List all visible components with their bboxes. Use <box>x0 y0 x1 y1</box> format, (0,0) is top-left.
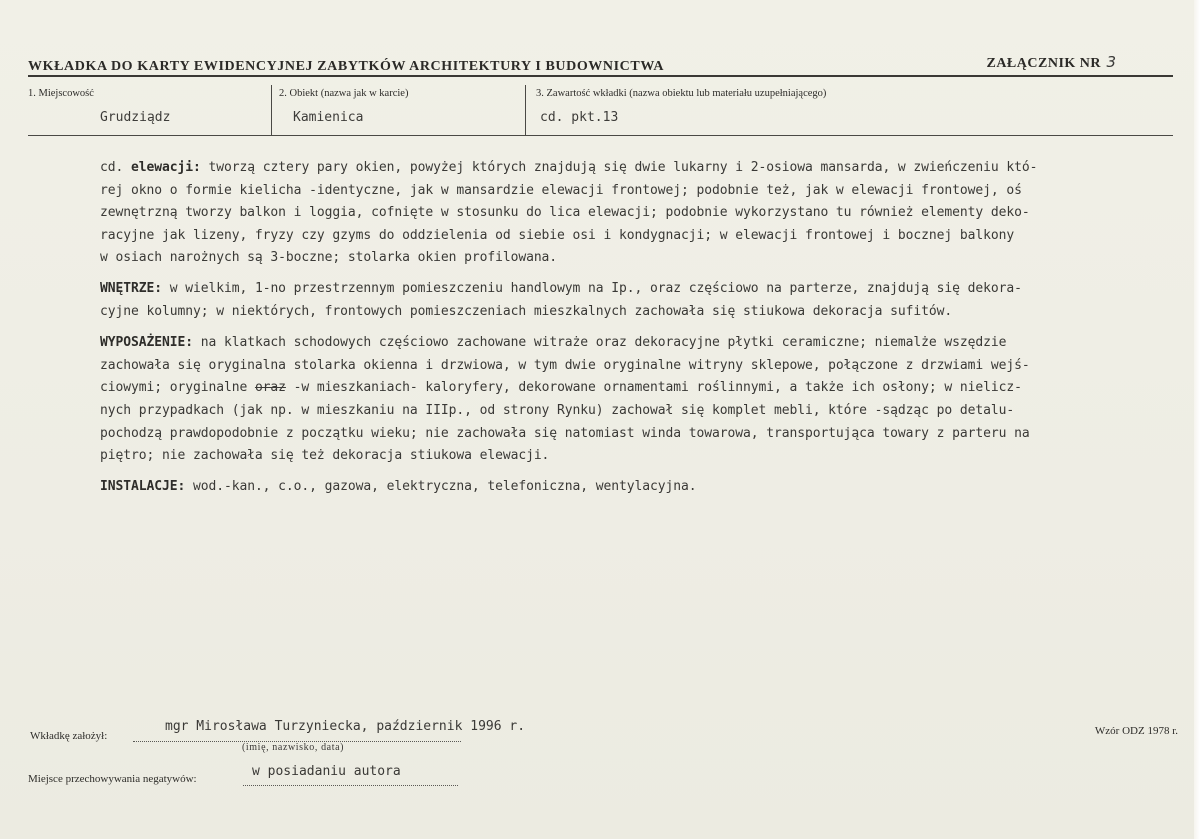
storage-label: Miejsce przechowywania negatywów: <box>28 773 197 785</box>
form-title: WKŁADKA DO KARTY EWIDENCYJNEJ ZABYTKÓW ARCHITEKTURY I BUDOWNICTWA <box>28 59 665 74</box>
paragraph-interior: WNĘTRZE: w wielkim, 1-no przestrzennym pomieszczeniu handlowym na Ip., oraz częściowo na parterze, znajdują się dekora- cyjne kolumny; w niektórych, frontowych pomieszczeniach mieszkalnych zachowała się stiukowa dekoracja sufitów. <box>100 281 1022 320</box>
heading-installations: INSTALACJE: <box>100 479 186 495</box>
heading-furnishing: WYPOSAŻENIE: <box>100 335 193 351</box>
column-divider-1 <box>271 85 272 135</box>
column-divider-2 <box>525 85 526 135</box>
storage-dotted-line <box>243 785 458 786</box>
paragraph-installations: INSTALACJE: wod.-kan., c.o., gazowa, elektryczna, telefoniczna, wentylacyjna. <box>100 479 697 495</box>
author-value: mgr Mirosława Turzyniecka, październik 1996 r. <box>165 719 526 734</box>
form-code: Wzór ODZ 1978 r. <box>1094 725 1178 737</box>
object-value: Kamienica <box>293 110 364 125</box>
struck-word: oraz <box>254 380 286 396</box>
annex-label: ZAŁĄCZNIK NR <box>986 56 1101 71</box>
object-label: 2. Obiekt (nazwa jak w karcie) <box>279 88 409 99</box>
place-value: Grudziądz <box>100 110 171 125</box>
author-caption: (imię, nazwisko, data) <box>242 742 345 753</box>
heading-elevation: elewacji: <box>131 160 201 175</box>
content-value: cd. pkt.13 <box>540 110 619 125</box>
header-rule <box>28 75 1173 77</box>
annex-number: 3 <box>1106 53 1116 71</box>
paragraph-furnishing: WYPOSAŻENIE: na klatkach schodowych częściowo zachowane witraże oraz dekoracyjne płytki ceramiczne; niemalże wszędzie zachowała się oryginalna stolarka okienna i drzwiowa, w tym dwie oryginalne witryny sklepowe, połączone z drzwiami wejś- ciowymi; oryginalne oraz -w mieszkaniach- kaloryfery, dekorowane ornamentami roślinnymi, a także ich osłony; w nielicz- nych przypadkach (jak np. w mieszkaniu na IIIp., od strony Rynku) zachował się komplet mebli, które -sądząc po detalu- pochodzą prawdopodobnie z początku wieku; nie zachowała się natomiast winda towarowa, transportująca towary z parteru na piętro; nie zachowała się też dekoracja stiukowa elewacji. <box>100 335 1030 464</box>
paragraph-elevation: cd. elewacji: tworzą cztery pary okien, powyżej których znajdują się dwie lukarny i 2-osiowa mansarda, w zwieńczeniu któ- rej okno o formie kielicha -identyczne, jak w mansardzie elewacji frontowej; podobnie też, jak w elewacji frontowej, oś zewnętrzną tworzy balkon i loggia, cofnięte w stosunku do lica elewacji; podobnie wykorzystano tu również elementy deko- racyjne jak lizeny, fryzy czy gzyms do oddzielenia od siebie osi i kondygnacji; w elewacji frontowej i bocznej balkony w osiach narożnych są 3-boczne; stolarka okien profilowana. <box>100 160 1038 266</box>
content-label: 3. Zawartość wkładki (nazwa obiektu lub materiału uzupełniającego) <box>536 88 827 99</box>
place-label: 1. Miejscowość <box>28 88 94 99</box>
paper-edge <box>1194 0 1200 839</box>
heading-interior: WNĘTRZE: <box>100 281 162 297</box>
author-label: Wkładkę założył: <box>30 730 108 742</box>
fields-bottom-rule <box>28 135 1173 136</box>
storage-value: w posiadaniu autora <box>252 764 401 779</box>
header <box>28 55 1173 77</box>
description-body <box>100 157 1110 499</box>
